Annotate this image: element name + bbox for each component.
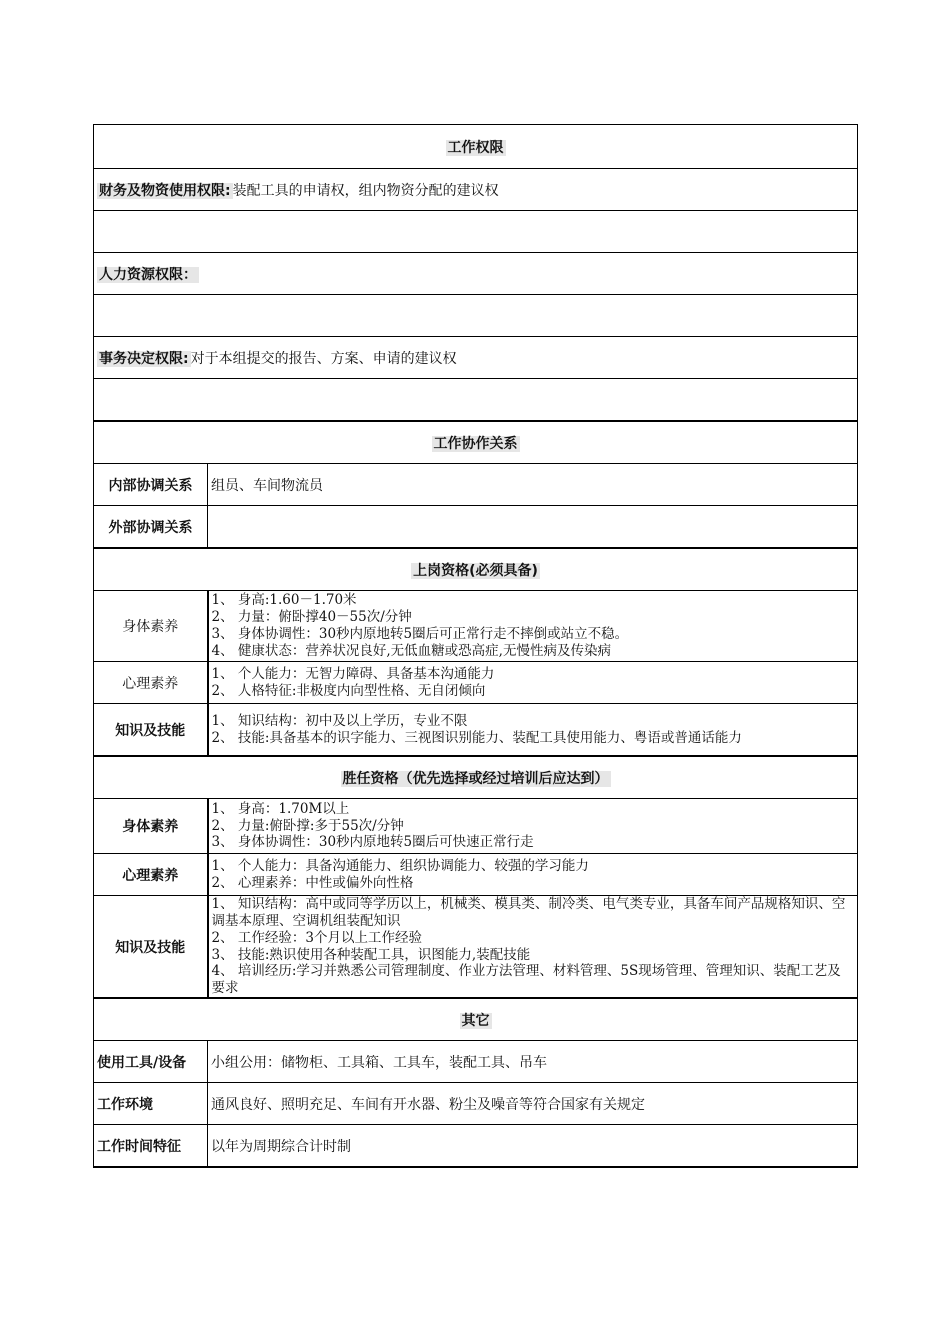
tools-value: 小组公用：储物柜、工具箱、工具车，装配工具、吊车 <box>208 1041 858 1083</box>
cooperation-title: 工作协作关系 <box>433 435 518 452</box>
list-item: 1、 个人能力：具备沟通能力、组织协调能力、较强的学习能力 <box>211 857 589 874</box>
hr-authority-row <box>94 253 858 295</box>
competent-title-cell <box>94 756 858 799</box>
other-title: 其它 <box>461 1012 490 1029</box>
other-header-row <box>94 998 858 1041</box>
environment-row <box>94 1083 858 1125</box>
work-time-row <box>94 1125 858 1168</box>
required-title: 上岗资格(必须具备) <box>413 562 538 579</box>
authority-title: 工作权限 <box>447 139 504 156</box>
required-mental-row <box>94 662 858 704</box>
blank-row <box>94 295 858 337</box>
work-time-value: 以年为周期综合计时制 <box>208 1125 858 1168</box>
list-item: 2、 力量：俯卧撑40－55次/分钟 <box>211 609 412 626</box>
list-item: 3、 身体协调性：30秒内原地转5圈后可正常行走不摔倒或站立不稳。 <box>211 626 629 642</box>
cooperation-header-row <box>94 421 858 464</box>
required-physical-row <box>94 591 858 662</box>
cooperation-title-cell <box>94 421 858 464</box>
required-skill-label: 知识及技能 <box>94 704 208 757</box>
hr-authority-label: 人力资源权限： <box>99 266 197 283</box>
list-item: 3、 技能:熟识使用各种装配工具，识图能力,装配技能 <box>211 946 531 963</box>
environment-label: 工作环境 <box>94 1083 208 1125</box>
required-title-cell <box>94 548 858 591</box>
required-mental-label: 心理素养 <box>94 662 208 704</box>
blank-row <box>94 379 858 422</box>
hr-authority-cell <box>94 253 858 295</box>
list-item: 1、 知识结构：高中或同等学历以上，机械类、模具类、制冷类、电气类专业，具备车间产品规格知识、空调基本原理、空调机组装配知识 <box>211 896 846 929</box>
authority-header-row <box>94 125 858 169</box>
list-item: 4、 培训经历:学习并熟悉公司管理制度、作业方法管理、材料管理、5S现场管理、管理知识、装配工艺及要求 <box>211 963 841 997</box>
finance-authority-cell <box>94 169 858 211</box>
affairs-authority-cell <box>94 337 858 379</box>
required-skill-row <box>94 704 858 757</box>
affairs-authority-label: 事务决定权限: <box>99 350 189 367</box>
list-item: 3、 身体协调性：30秒内原地转5圈后可快速正常行走 <box>211 834 534 851</box>
internal-coordination-row <box>94 464 858 506</box>
competent-physical-list <box>208 799 858 854</box>
finance-authority-row <box>94 169 858 211</box>
other-title-cell <box>94 998 858 1041</box>
blank-cell <box>94 295 858 337</box>
environment-value: 通风良好、照明充足、车间有开水器、粉尘及噪音等符合国家有关规定 <box>208 1083 858 1125</box>
blank-cell <box>94 211 858 253</box>
competent-title: 胜任资格（优先选择或经过培训后应达到） <box>342 770 609 787</box>
competent-mental-label: 心理素养 <box>94 854 208 896</box>
competent-physical-row <box>94 799 858 854</box>
competent-skill-list <box>208 896 858 999</box>
required-mental-list <box>208 662 858 704</box>
blank-row <box>94 211 858 253</box>
job-description-sheet <box>93 124 858 1168</box>
required-skill-list <box>208 704 858 757</box>
job-spec-table <box>93 124 858 1168</box>
required-qualification-header-row <box>94 548 858 591</box>
affairs-authority-row <box>94 337 858 379</box>
list-item: 1、 知识结构：初中及以上学历，专业不限 <box>211 712 468 729</box>
external-coordination-label: 外部协调关系 <box>94 506 208 549</box>
list-item: 1、 个人能力：无智力障碍、具备基本沟通能力 <box>211 665 495 682</box>
internal-coordination-label: 内部协调关系 <box>94 464 208 506</box>
internal-coordination-value: 组员、车间物流员 <box>208 464 858 506</box>
tools-row <box>94 1041 858 1083</box>
competent-mental-row <box>94 854 858 896</box>
competent-skill-row <box>94 896 858 999</box>
list-item: 2、 技能:具备基本的识字能力、三视图识别能力、装配工具使用能力、粤语或普通话能力 <box>211 729 742 746</box>
required-physical-list <box>208 591 858 662</box>
competent-skill-label: 知识及技能 <box>94 896 208 999</box>
finance-authority-value: 装配工具的申请权，组内物资分配的建议权 <box>232 182 499 199</box>
list-item: 2、 心理素养：中性或偏外向性格 <box>211 874 414 891</box>
list-item: 2、 人格特征:非极度内向型性格、无自闭倾向 <box>211 682 486 699</box>
tools-label: 使用工具/设备 <box>94 1041 208 1083</box>
external-coordination-row <box>94 506 858 549</box>
list-item: 1、 身高:1.60－1.70米 <box>211 592 357 609</box>
authority-title-cell <box>94 125 858 169</box>
affairs-authority-value: 对于本组提交的报告、方案、申请的建议权 <box>190 350 457 367</box>
work-time-label: 工作时间特征 <box>94 1125 208 1168</box>
list-item: 2、 力量:俯卧撑:多于55次/分钟 <box>211 817 404 834</box>
competent-mental-list <box>208 854 858 896</box>
blank-cell <box>94 379 858 422</box>
required-physical-label: 身体素养 <box>94 591 208 662</box>
list-item: 4、 健康状态：营养状况良好,无低血糖或恐高症,无慢性病及传染病 <box>211 642 611 659</box>
finance-authority-label: 财务及物资使用权限: <box>99 182 231 199</box>
list-item: 2、 工作经验：3个月以上工作经验 <box>211 929 422 946</box>
competent-physical-label: 身体素养 <box>94 799 208 854</box>
competent-qualification-header-row <box>94 756 858 799</box>
list-item: 1、 身高：1.70M以上 <box>211 800 350 817</box>
external-coordination-value <box>208 506 858 549</box>
